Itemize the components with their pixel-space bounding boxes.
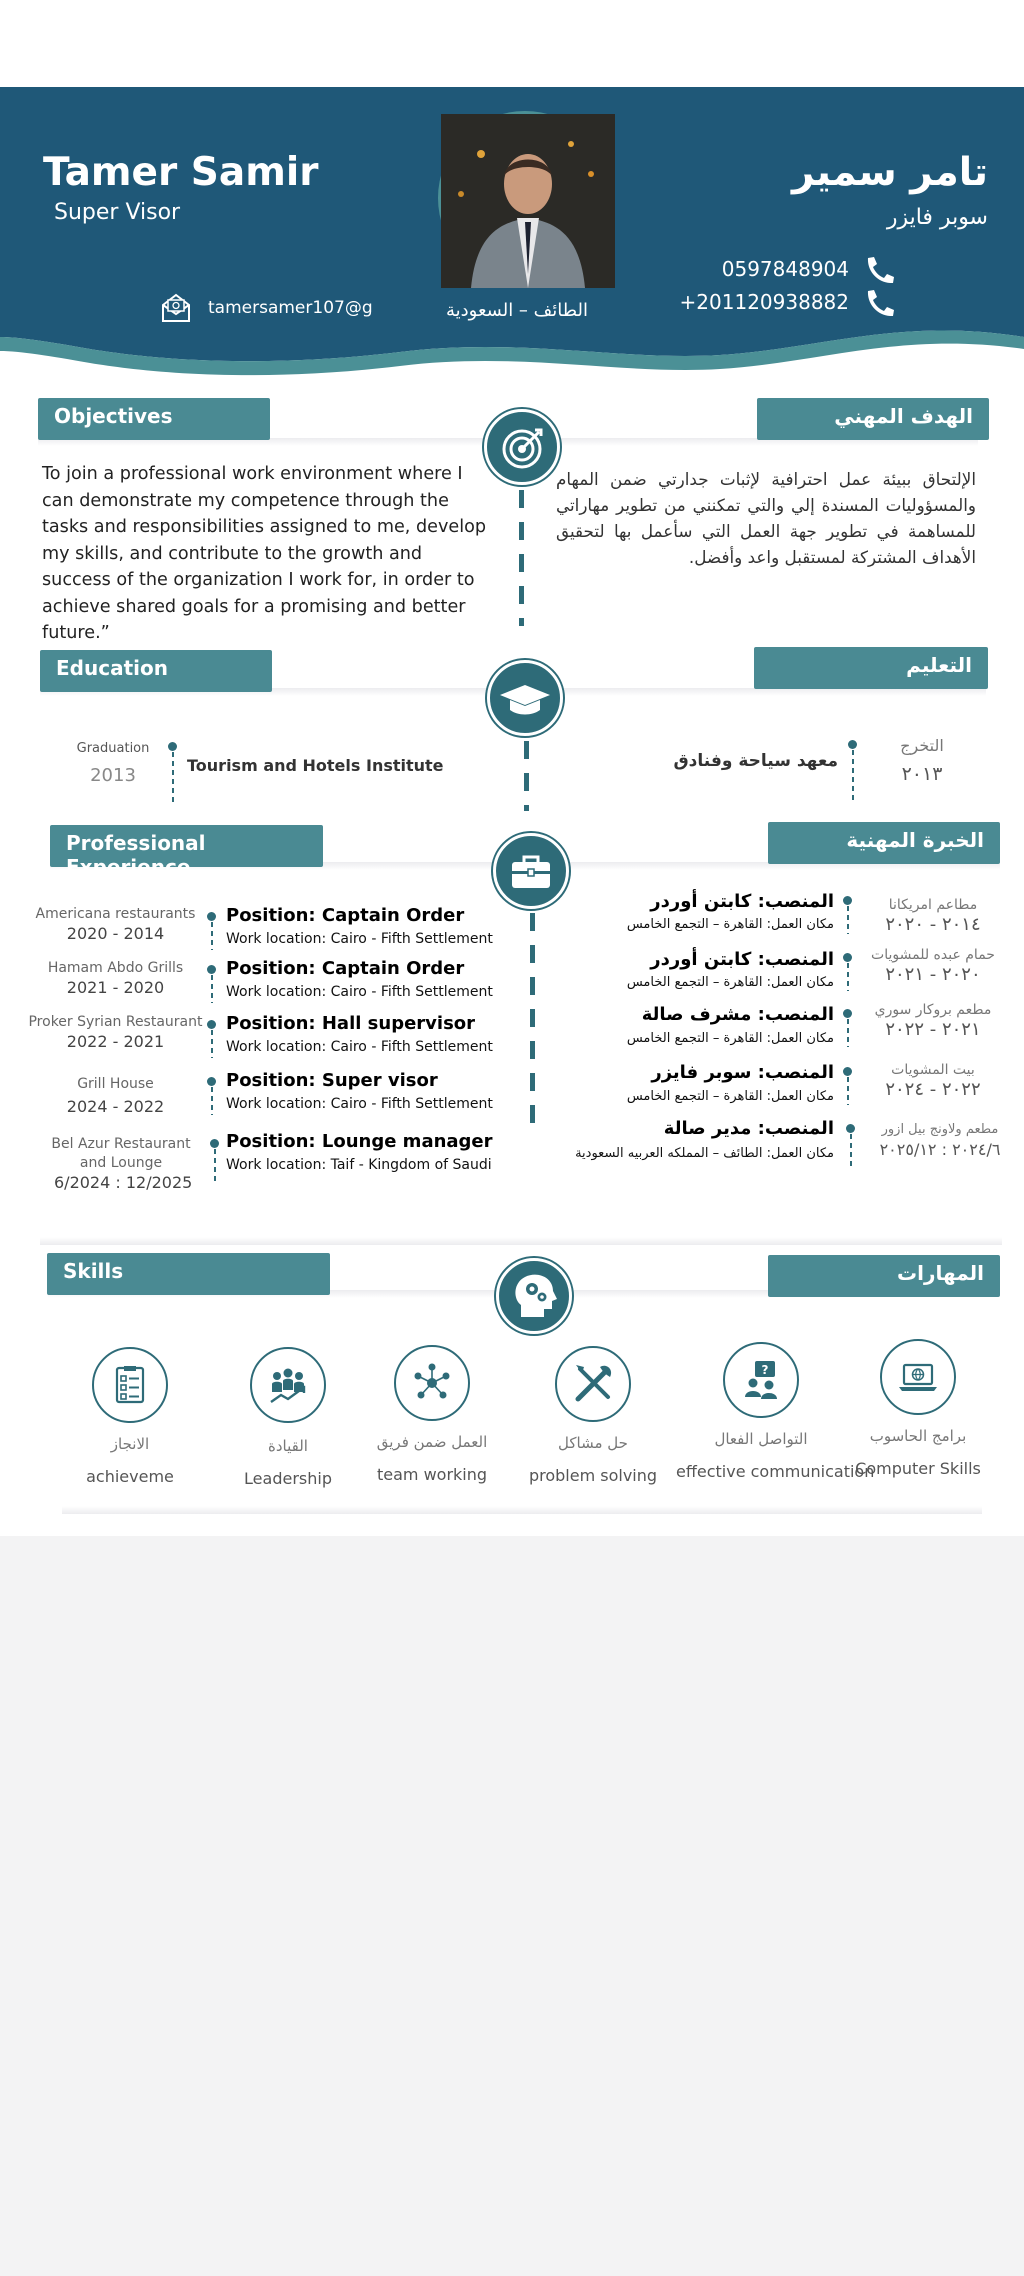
- phone-number-1[interactable]: 0597848904: [721, 257, 849, 281]
- graduation-year-en: 2013: [90, 765, 136, 786]
- experience-place-en: Hamam Abdo Grills 2021 - 2020: [47, 960, 184, 997]
- communication-icon: [723, 1342, 799, 1418]
- experience-location-ar: مكان العمل: القاهرة – التجمع الخامس: [626, 1031, 834, 1046]
- experience-location-ar: مكان العمل: القاهرة – التجمع الخامس: [626, 1089, 834, 1104]
- experience-place-ar: مطعم بروكار سوري ٢٠٢١ - ٢٠٢٢: [874, 1002, 992, 1040]
- objectives-title-ar: الهدف المهني: [757, 398, 989, 440]
- graduation-cap-icon: [487, 660, 563, 736]
- timeline-dash: [847, 1077, 849, 1105]
- objectives-text-ar: الإلتحاق ببيئة عمل احترافية لإثبات جدارتي ضمن المهام والمسؤوليات المسندة إلي والتي تمكنني من تطوير مهاراتي للمساهمة في تطوير جهة العمل التي سأعمل بها لتحقيق الأهداف المشتركة لمستقبل واعد وأفضل.: [556, 469, 976, 567]
- profile-photo: [438, 111, 612, 285]
- skill-achievement: [55, 1347, 205, 1486]
- team-network-icon: [394, 1345, 470, 1421]
- experience-location-ar: مكان العمل: القاهرة – التجمع الخامس: [626, 975, 834, 990]
- timeline-dot: [207, 912, 216, 921]
- experience-position-ar: المنصب: سوبر فايزر: [651, 1062, 834, 1083]
- section-divider-shadow: [40, 1237, 1002, 1245]
- checklist-icon: [92, 1347, 168, 1423]
- graduation-label-en: Graduation: [76, 741, 150, 756]
- skill-label-en: effective communication: [676, 1462, 875, 1481]
- objectives-title-en: Objectives: [38, 398, 270, 440]
- education-title-en: Education: [40, 650, 272, 692]
- skill-label-en: Leadership: [244, 1469, 332, 1488]
- experience-title-ar: الخبرة المهنية: [768, 822, 1000, 864]
- skills-title-en: Skills: [47, 1253, 330, 1295]
- experience-position-ar: المنصب: مدير صالة: [663, 1118, 834, 1139]
- skill-problem-solving: [518, 1346, 668, 1485]
- skill-label-en: achieveme: [86, 1467, 174, 1486]
- leadership-icon: [250, 1347, 326, 1423]
- phone-number-2[interactable]: +201120938882: [679, 290, 849, 314]
- timeline-dash: [530, 913, 535, 1123]
- timeline-dot: [843, 896, 852, 905]
- skill-label-ar: حل مشاكل: [558, 1434, 628, 1452]
- head-gears-icon: [496, 1258, 572, 1334]
- experience-position-ar: المنصب: مشرف صالة: [641, 1004, 834, 1025]
- experience-place-en: Americana restaurants 2020 - 2014: [35, 906, 196, 943]
- experience-position-ar: المنصب: كابتن أوردر: [650, 949, 834, 970]
- objectives-text-en: To join a professional work environment where I can demonstrate my competence through the tasks and responsibilities assigned to me, develop my skills, and contribute to the growth and success of the organization I work for, in order to achieve shared goals for a promising and better future.”: [42, 464, 487, 643]
- timeline-dot: [848, 740, 857, 749]
- section-bottom-shadow: [62, 1506, 982, 1514]
- experience-position-en: Position: Captain Order: [226, 958, 465, 979]
- email-address[interactable]: tamersamer107@g: [208, 298, 373, 318]
- laptop-icon: [880, 1339, 956, 1415]
- timeline-dash: [214, 1149, 216, 1183]
- experience-position-en: Position: Hall supervisor: [226, 1013, 476, 1034]
- experience-place-en: Grill House 2024 - 2022: [66, 1076, 165, 1116]
- experience-place-ar: حمام عبده للمشويات ٢٠٢٠ - ٢٠٢١: [871, 947, 995, 985]
- timeline-dash: [211, 1087, 213, 1115]
- skill-label-en: Computer Skills: [855, 1459, 981, 1478]
- timeline-dot: [843, 1067, 852, 1076]
- experience-place-ar: مطعم ولاونج بيل ازور ٢٠٢٤/٦ : ٢٠٢٥/١٢: [879, 1122, 1001, 1159]
- timeline-dash: [211, 975, 213, 1003]
- institute-name-en: Tourism and Hotels Institute: [187, 756, 444, 775]
- skill-label-ar: برامج الحاسوب: [869, 1427, 967, 1445]
- graduation-year-ar: ٢٠١٣: [901, 763, 943, 785]
- education-title-ar: التعليم: [754, 647, 988, 689]
- timeline-dot: [210, 1139, 219, 1148]
- experience-location-ar: مكان العمل: القاهرة – التجمع الخامس: [626, 917, 834, 932]
- experience-place-en: Bel Azur Restaurant and Lounge 6/2024 : 12/2025: [51, 1136, 193, 1192]
- location: الطائف – السعودية: [446, 300, 589, 321]
- skill-team-working: [357, 1345, 507, 1484]
- name-arabic: تامر سمير: [792, 150, 988, 195]
- skill-leadership: [213, 1347, 363, 1488]
- graduation-label-ar: التخرج: [900, 736, 944, 755]
- institute-name-ar: معهد سياحة وفنادق: [673, 751, 838, 771]
- objectives-target-icon: [484, 409, 560, 485]
- phone-icon: [862, 255, 896, 285]
- timeline-dash: [172, 752, 174, 802]
- job-title-english: Super Visor: [54, 200, 181, 225]
- skill-label-en: team working: [376, 1465, 488, 1484]
- timeline-dot: [207, 1020, 216, 1029]
- experience-position-ar: المنصب: كابتن أوردر: [650, 891, 834, 912]
- skill-label-ar: الانجاز: [110, 1435, 150, 1453]
- experience-location-en: Work location: Cairo - Fifth Settlement: [226, 1096, 493, 1112]
- skill-label-en: problem solving: [528, 1466, 658, 1485]
- timeline-dot: [168, 742, 177, 751]
- skill-effective-communication: [676, 1342, 875, 1481]
- experience-position-en: Position: Captain Order: [226, 905, 465, 926]
- timeline-dash: [847, 963, 849, 991]
- experience-position-en: Position: Super visor: [226, 1070, 438, 1091]
- tools-icon: [555, 1346, 631, 1422]
- svg-text:?: ?: [761, 1363, 769, 1377]
- experience-location-en: Work location: Cairo - Fifth Settlement: [226, 1039, 493, 1055]
- experience-location-en: Work location: Cairo - Fifth Settlement: [226, 931, 493, 947]
- experience-location-ar: مكان العمل: الطائف – المملكه العربيه السعودية: [575, 1146, 834, 1161]
- timeline-dash: [847, 906, 849, 934]
- skill-label-ar: القيادة: [268, 1437, 308, 1455]
- name-english: Tamer Samir: [43, 150, 319, 195]
- timeline-dash: [847, 1019, 849, 1047]
- timeline-dot: [846, 1124, 855, 1133]
- timeline-dot: [843, 1009, 852, 1018]
- skill-label-ar: التواصل الفعال: [714, 1430, 808, 1448]
- timeline-dot: [207, 1077, 216, 1086]
- experience-location-en: Work location: Taif - Kingdom of Saudi: [226, 1157, 492, 1173]
- skill-computer-skills: [843, 1339, 993, 1478]
- experience-location-en: Work location: Cairo - Fifth Settlement: [226, 984, 493, 1000]
- briefcase-icon: [493, 833, 569, 909]
- timeline-dash: [524, 741, 529, 811]
- skill-label-ar: العمل ضمن فريق: [376, 1433, 488, 1451]
- timeline-dash: [852, 750, 854, 800]
- timeline-dash: [211, 1030, 213, 1058]
- skills-title-ar: المهارات: [768, 1255, 1000, 1297]
- job-title-arabic: سوبر فايزر: [886, 205, 988, 230]
- phone-icon: [862, 288, 896, 318]
- timeline-dot: [843, 953, 852, 962]
- experience-place-ar: مطاعم امريكانا ٢٠١٤ - ٢٠٢٠: [885, 897, 981, 935]
- experience-title-en: Professional Experience: [50, 825, 323, 867]
- experience-position-en: Position: Lounge manager: [226, 1131, 493, 1152]
- timeline-dash: [211, 922, 213, 950]
- experience-place-en: Proker Syrian Restaurant 2022 - 2021: [28, 1014, 203, 1051]
- timeline-dash: [519, 490, 524, 626]
- timeline-dash: [850, 1134, 852, 1168]
- timeline-dot: [207, 965, 216, 974]
- email-icon: [160, 292, 192, 324]
- experience-place-ar: بيت المشويات ٢٠٢٢ - ٢٠٢٤: [885, 1062, 981, 1100]
